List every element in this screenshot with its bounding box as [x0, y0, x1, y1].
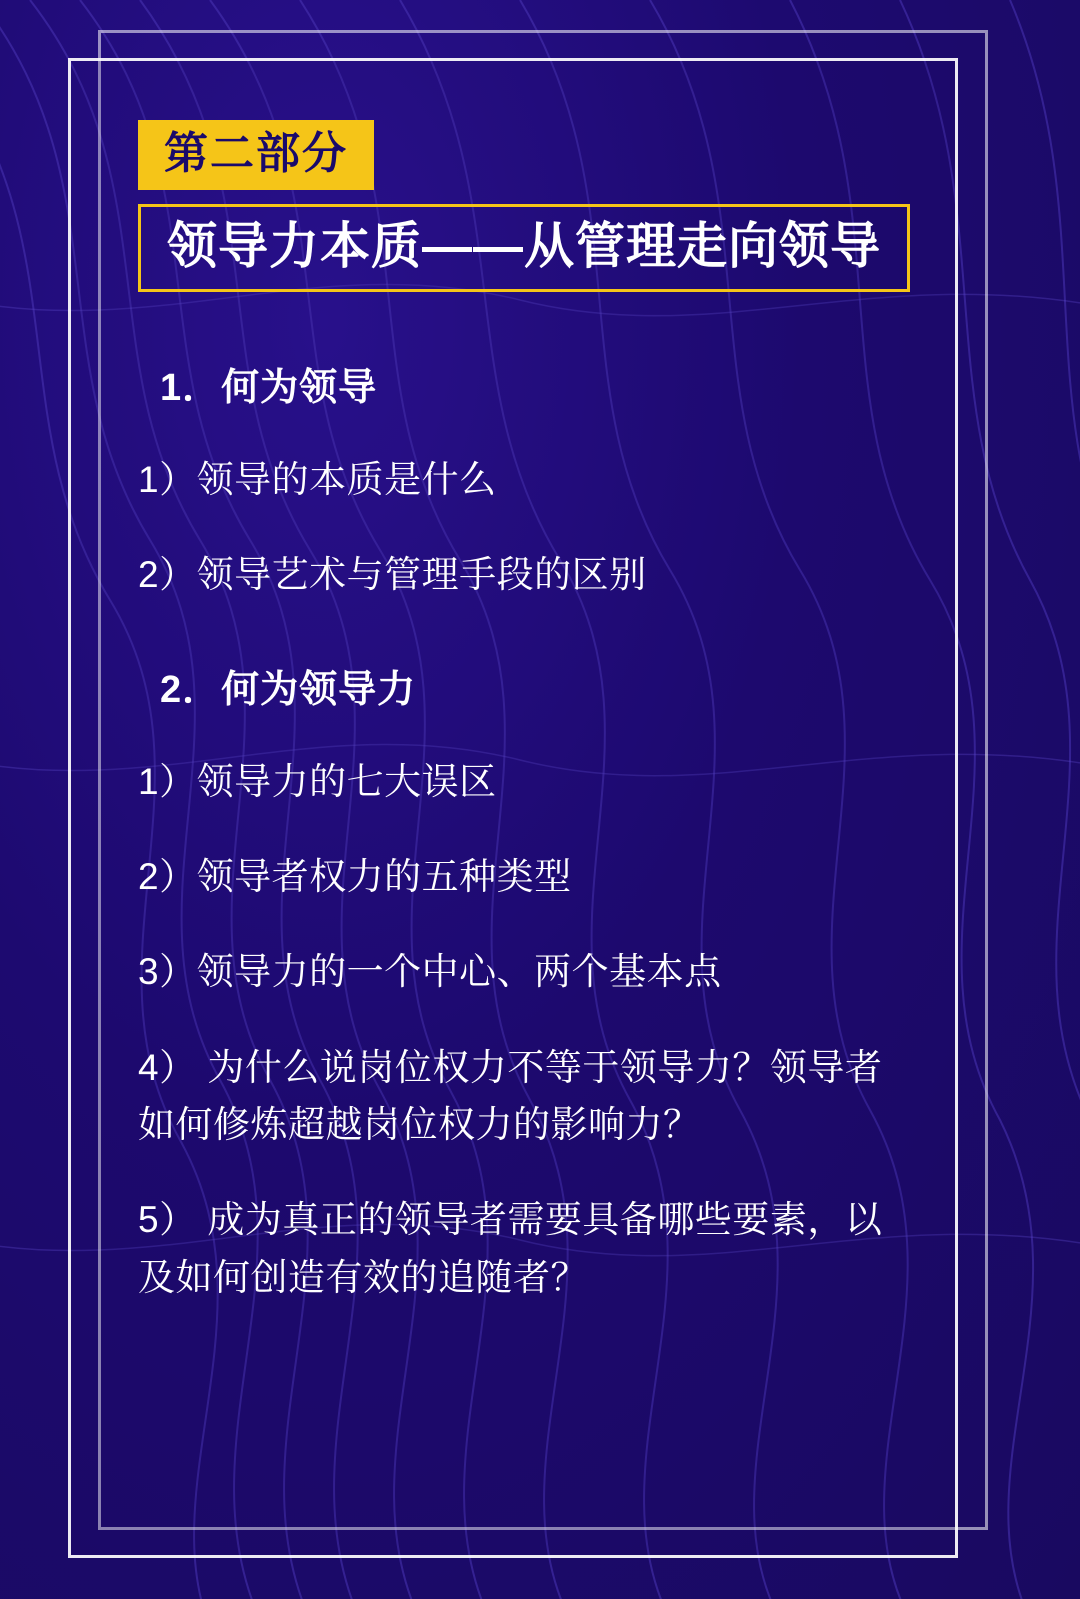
- list-item: 1）领导的本质是什么: [138, 459, 497, 500]
- poster-content: [68, 58, 958, 1558]
- list-item: 2）领导者权力的五种类型: [138, 856, 572, 898]
- list-item: 1）领导力的七大误区: [138, 760, 497, 802]
- list-item: 2）领导艺术与管理手段的区别: [138, 554, 647, 596]
- part-badge-wrapper: [138, 120, 898, 190]
- list-item: 5） 成为真正的领导者需要具备哪些要素，以及如何创造有效的追随者？: [138, 1199, 883, 1298]
- part-badge: 第二部分: [138, 120, 374, 190]
- section-2-heading: 2．何为领导力: [160, 668, 417, 711]
- page-title: 领导力本质——从管理走向领导: [167, 218, 881, 274]
- section-1: [138, 356, 898, 604]
- section-2: [138, 658, 898, 1306]
- list-item: 4） 为什么说岗位权力不等于领导力？领导者如何修炼超越岗位权力的影响力？: [138, 1046, 883, 1146]
- section-1-heading: 1．何为领导: [160, 367, 378, 409]
- title-box: [138, 204, 910, 292]
- list-item: 3）领导力的一个中心、两个基本点: [138, 951, 722, 993]
